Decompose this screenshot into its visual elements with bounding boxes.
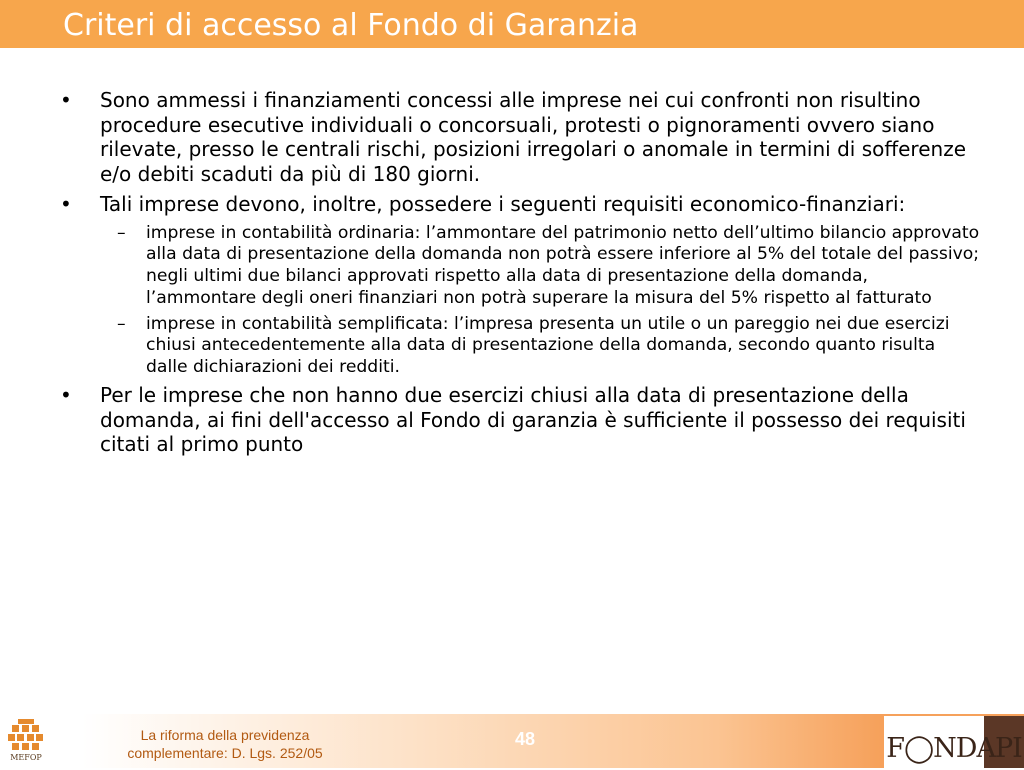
bullet-text: Tali imprese devono, inoltre, possedere i seguenti requisiti economico-finanziari: [100, 192, 906, 216]
sub-bullet-item [60, 314, 980, 379]
bullet-marker: • [60, 88, 72, 112]
sub-bullet-marker: – [117, 222, 126, 243]
mefop-logo-icon [4, 716, 48, 766]
sub-bullet-text: imprese in contabilità semplificata: l’impresa presenta un utile o un pareggio nei due esercizi chiusi antecedentemente alla data di presentazione della domanda, secondo quanto risulta dalle dichiarazioni dei redditi. [146, 313, 950, 378]
bullet-text: Per le imprese che non hanno due esercizi chiusi alla data di presentazione della domanda, ai fini dell'accesso al Fondo di garanzia è sufficiente il possesso dei requisiti citati al primo punto [100, 383, 966, 457]
sub-bullet-item [60, 223, 980, 310]
bullet-text: Sono ammessi i finanziamenti concessi alle imprese nei cui confronti non risultino procedure esecutive individuali o concorsuali, protesti o pignoramenti ovvero siano rilevate, presso le centrali rischi, posizioni irregolari o anomale in termini di sofferenze e/o debiti scaduti da più di 180 giorni. [100, 88, 966, 186]
bullet-marker: • [60, 192, 72, 216]
bullet-item [60, 88, 980, 186]
slide-content [60, 88, 980, 463]
footer-caption: La riforma della previdenza complementare: D. Lgs. 252/05 [127, 727, 323, 761]
fondapi-logo-text: F◯NDAPI [886, 733, 1022, 764]
page-number: 48 [514, 729, 536, 749]
sub-bullet-text: imprese in contabilità ordinaria: l’ammontare del patrimonio netto dell’ultimo bilancio approvato alla data di presentazione della domanda non potrà essere inferiore al 5% del totale del passivo; negli ultimi due bilanci approvati rispetto alla data di presentazione della domanda, l’ammontare degli oneri finanziari non potrà superare la misura del 5% rispetto al fatturato [146, 222, 980, 308]
fondapi-logo-icon [884, 716, 1024, 768]
title-bar [0, 0, 1024, 48]
slide-title: Criteri di accesso al Fondo di Garanzia [63, 8, 639, 43]
bullet-marker: • [60, 383, 72, 408]
sub-bullet-marker: – [117, 313, 126, 334]
mefop-logo-text: MEFOP [10, 753, 42, 762]
bullet-item [60, 192, 980, 217]
bullet-item [60, 383, 980, 457]
